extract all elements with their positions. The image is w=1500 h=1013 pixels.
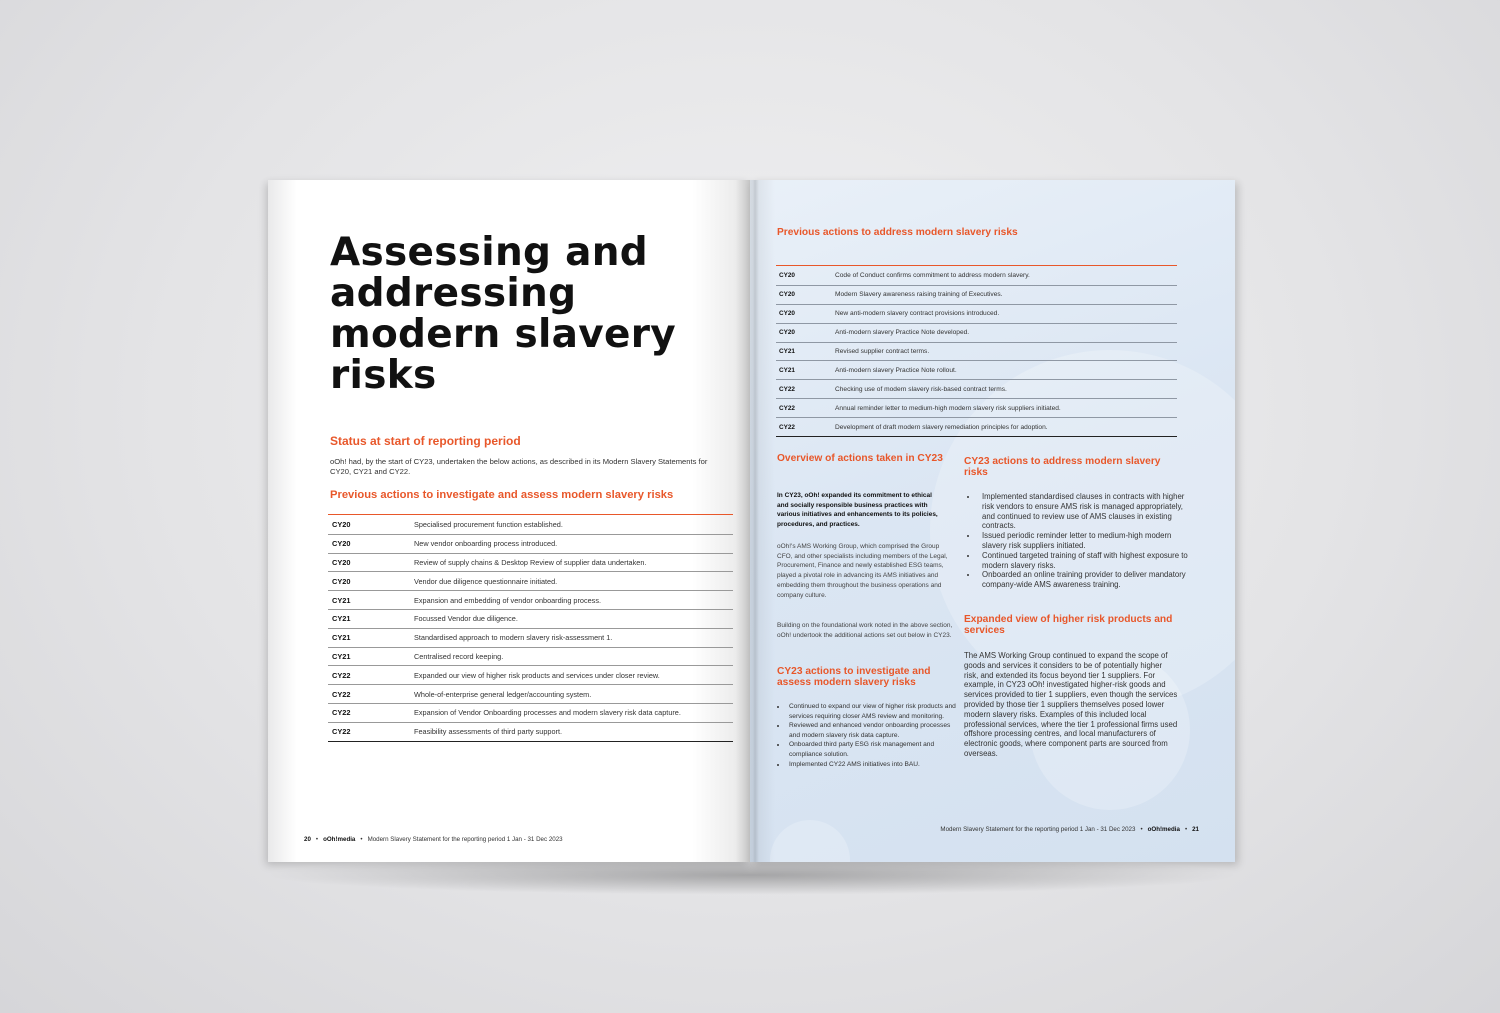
table-row	[328, 591, 733, 610]
expanded-body: The AMS Working Group continued to expand the scope of goods and services it considers to be of potentially higher risk, and extended its focus beyond tier 1 suppliers. For example, in CY23 oOh! investigated higher-risk goods and services provided to tier 1 suppliers, even though the services provided by those tier 1 suppliers themselves posed lower modern slavery risks. Examples of this included local professional services, where the tier 1 professional firms used offshore processing centres, and local manufacturers of electronic goods, where component parts are sourced from overseas.	[964, 651, 1178, 758]
row-action: Code of Conduct confirms commitment to address modern slavery.	[835, 267, 1177, 285]
table-row	[776, 418, 1177, 437]
table-row	[328, 534, 733, 553]
row-action: Standardised approach to modern slavery risk-assessment 1.	[414, 628, 733, 647]
row-year: CY21	[776, 342, 835, 361]
row-year: CY20	[776, 267, 835, 285]
row-action: Expansion and embedding of vendor onboarding process.	[414, 591, 733, 610]
table-row	[328, 628, 733, 647]
footer-text: Modern Slavery Statement for the reporting period 1 Jan - 31 Dec 2023	[367, 836, 563, 843]
row-year: CY22	[776, 418, 835, 437]
row-action: Anti-modern slavery Practice Note rollout.	[835, 361, 1177, 380]
overview-lead: In CY23, oOh! expanded its commitment to ethical and socially responsible business practices with various initiatives and enhancements to its policies, procedures, and practices.	[777, 492, 938, 528]
row-action: Development of draft modern slavery remediation principles for adoption.	[835, 418, 1177, 437]
left-footer	[304, 836, 563, 843]
footer-separator: •	[1140, 826, 1143, 833]
row-action: Expanded our view of higher risk products and services under closer review.	[414, 666, 733, 685]
row-action: Checking use of modern slavery risk-based contract terms.	[835, 380, 1177, 399]
row-action: Modern Slavery awareness raising training of Executives.	[835, 285, 1177, 304]
row-year: CY20	[776, 323, 835, 342]
list-item: • Implemented standardised clauses in contracts with higher risk vendors to ensure AMS risk is managed appropriately, and continued to review use of AMS clauses in existing contracts.	[978, 492, 1190, 531]
row-year: CY22	[328, 722, 414, 741]
investigate-heading: CY23 actions to investigate and assess modern slavery risks	[777, 666, 931, 688]
footer-separator: •	[1184, 826, 1188, 833]
row-year: CY22	[328, 703, 414, 722]
table-row	[776, 267, 1177, 285]
list-item: • Reviewed and enhanced vendor onboarding processes and modern slavery risk data capture.	[787, 721, 957, 740]
table-row	[776, 342, 1177, 361]
table-row	[776, 285, 1177, 304]
table-row	[776, 399, 1177, 418]
list-item: • Continued to expand our view of higher risk products and services requiring closer AMS review and monitoring.	[787, 702, 957, 721]
row-year: CY20	[328, 572, 414, 591]
row-action: Vendor due diligence questionnaire initiated.	[414, 572, 733, 591]
table-row	[328, 666, 733, 685]
table-row	[776, 304, 1177, 323]
footer-text: Modern Slavery Statement for the reporting period 1 Jan - 31 Dec 2023	[940, 826, 1136, 833]
table-row	[328, 647, 733, 666]
page-number: 21	[1192, 826, 1199, 833]
row-year: CY20	[776, 285, 835, 304]
page-title: Assessing and addressing modern slavery risks	[330, 230, 677, 398]
table-row	[776, 361, 1177, 380]
address-heading: CY23 actions to address modern slavery risks	[964, 456, 1161, 478]
footer-brand: oOh!media	[323, 836, 356, 843]
row-year: CY21	[328, 609, 414, 628]
row-action: Revised supplier contract terms.	[835, 342, 1177, 361]
list-item: • Issued periodic reminder letter to medium-high modern slavery risk suppliers initiated.	[978, 531, 1190, 551]
row-year: CY20	[328, 534, 414, 553]
right-footer	[940, 826, 1199, 833]
table-row	[328, 685, 733, 704]
row-action: New vendor onboarding process introduced.	[414, 534, 733, 553]
list-item: • Onboarded third party ESG risk management and compliance solution.	[787, 740, 957, 759]
row-year: CY21	[328, 591, 414, 610]
list-item: • Continued targeted training of staff with highest exposure to modern slavery risks.	[978, 551, 1190, 571]
table-row	[328, 553, 733, 572]
previous-investigate-heading: Previous actions to investigate and assess modern slavery risks	[330, 489, 674, 501]
row-year: CY20	[328, 516, 414, 534]
investigate-list	[777, 702, 957, 769]
table-row	[328, 722, 733, 741]
row-action: Centralised record keeping.	[414, 647, 733, 666]
row-action: New anti-modern slavery contract provisions introduced.	[835, 304, 1177, 323]
table-row	[328, 609, 733, 628]
page-number: 20	[304, 836, 311, 843]
footer-separator: •	[315, 836, 319, 843]
footer-separator: •	[360, 836, 363, 843]
overview-body-continued: Building on the foundational work noted in the above section, oOh! undertook the additional actions set out below in CY23.	[777, 622, 953, 639]
row-action: Expansion of Vendor Onboarding processes and modern slavery risk data capture.	[414, 703, 733, 722]
status-heading: Status at start of reporting period	[330, 434, 521, 448]
footer-brand: oOh!media	[1147, 826, 1180, 833]
list-item: • Onboarded an online training provider to deliver mandatory company-wide AMS awareness training.	[978, 570, 1190, 590]
row-year: CY20	[776, 304, 835, 323]
row-year: CY22	[776, 380, 835, 399]
address-actions-table	[776, 267, 1177, 437]
table-row	[776, 380, 1177, 399]
row-year: CY22	[776, 399, 835, 418]
expanded-heading: Expanded view of higher risk products and services	[964, 614, 1173, 636]
right-page	[750, 180, 1235, 862]
investigate-actions-table	[328, 516, 733, 742]
row-year: CY20	[328, 553, 414, 572]
row-year: CY21	[328, 647, 414, 666]
row-action: Review of supply chains & Desktop Review of supplier data undertaken.	[414, 553, 733, 572]
previous-address-heading: Previous actions to address modern slavery risks	[777, 227, 1018, 238]
row-action: Focussed Vendor due diligence.	[414, 609, 733, 628]
address-list	[964, 492, 1190, 590]
row-action: Feasibility assessments of third party support.	[414, 722, 733, 741]
table-row	[328, 516, 733, 534]
status-intro: oOh! had, by the start of CY23, undertaken the below actions, as described in its Modern Slavery Statements for CY20, CY21 and CY22.	[330, 457, 708, 476]
table-rule	[328, 514, 733, 515]
row-year: CY21	[328, 628, 414, 647]
row-action: Annual reminder letter to medium-high modern slavery risk suppliers initiated.	[835, 399, 1177, 418]
table-row	[776, 323, 1177, 342]
decorative-circle	[770, 820, 850, 862]
list-item: • Implemented CY22 AMS initiatives into BAU.	[787, 760, 957, 770]
row-year: CY21	[776, 361, 835, 380]
table-rule	[776, 265, 1177, 266]
row-year: CY22	[328, 666, 414, 685]
table-row	[328, 572, 733, 591]
row-action: Anti-modern slavery Practice Note developed.	[835, 323, 1177, 342]
overview-body: oOh!'s AMS Working Group, which comprised the Group CFO, and other specialists including members of the Legal, Procurement, Finance and newly established ESG teams, played a pivotal role in advancing its AMS initiatives and embedding them throughout the business operations and company culture.	[777, 543, 948, 599]
overview-heading: Overview of actions taken in CY23	[777, 453, 943, 464]
left-page	[268, 180, 750, 862]
table-row	[328, 703, 733, 722]
row-action: Whole-of-enterprise general ledger/accounting system.	[414, 685, 733, 704]
row-year: CY22	[328, 685, 414, 704]
row-action: Specialised procurement function established.	[414, 516, 733, 534]
